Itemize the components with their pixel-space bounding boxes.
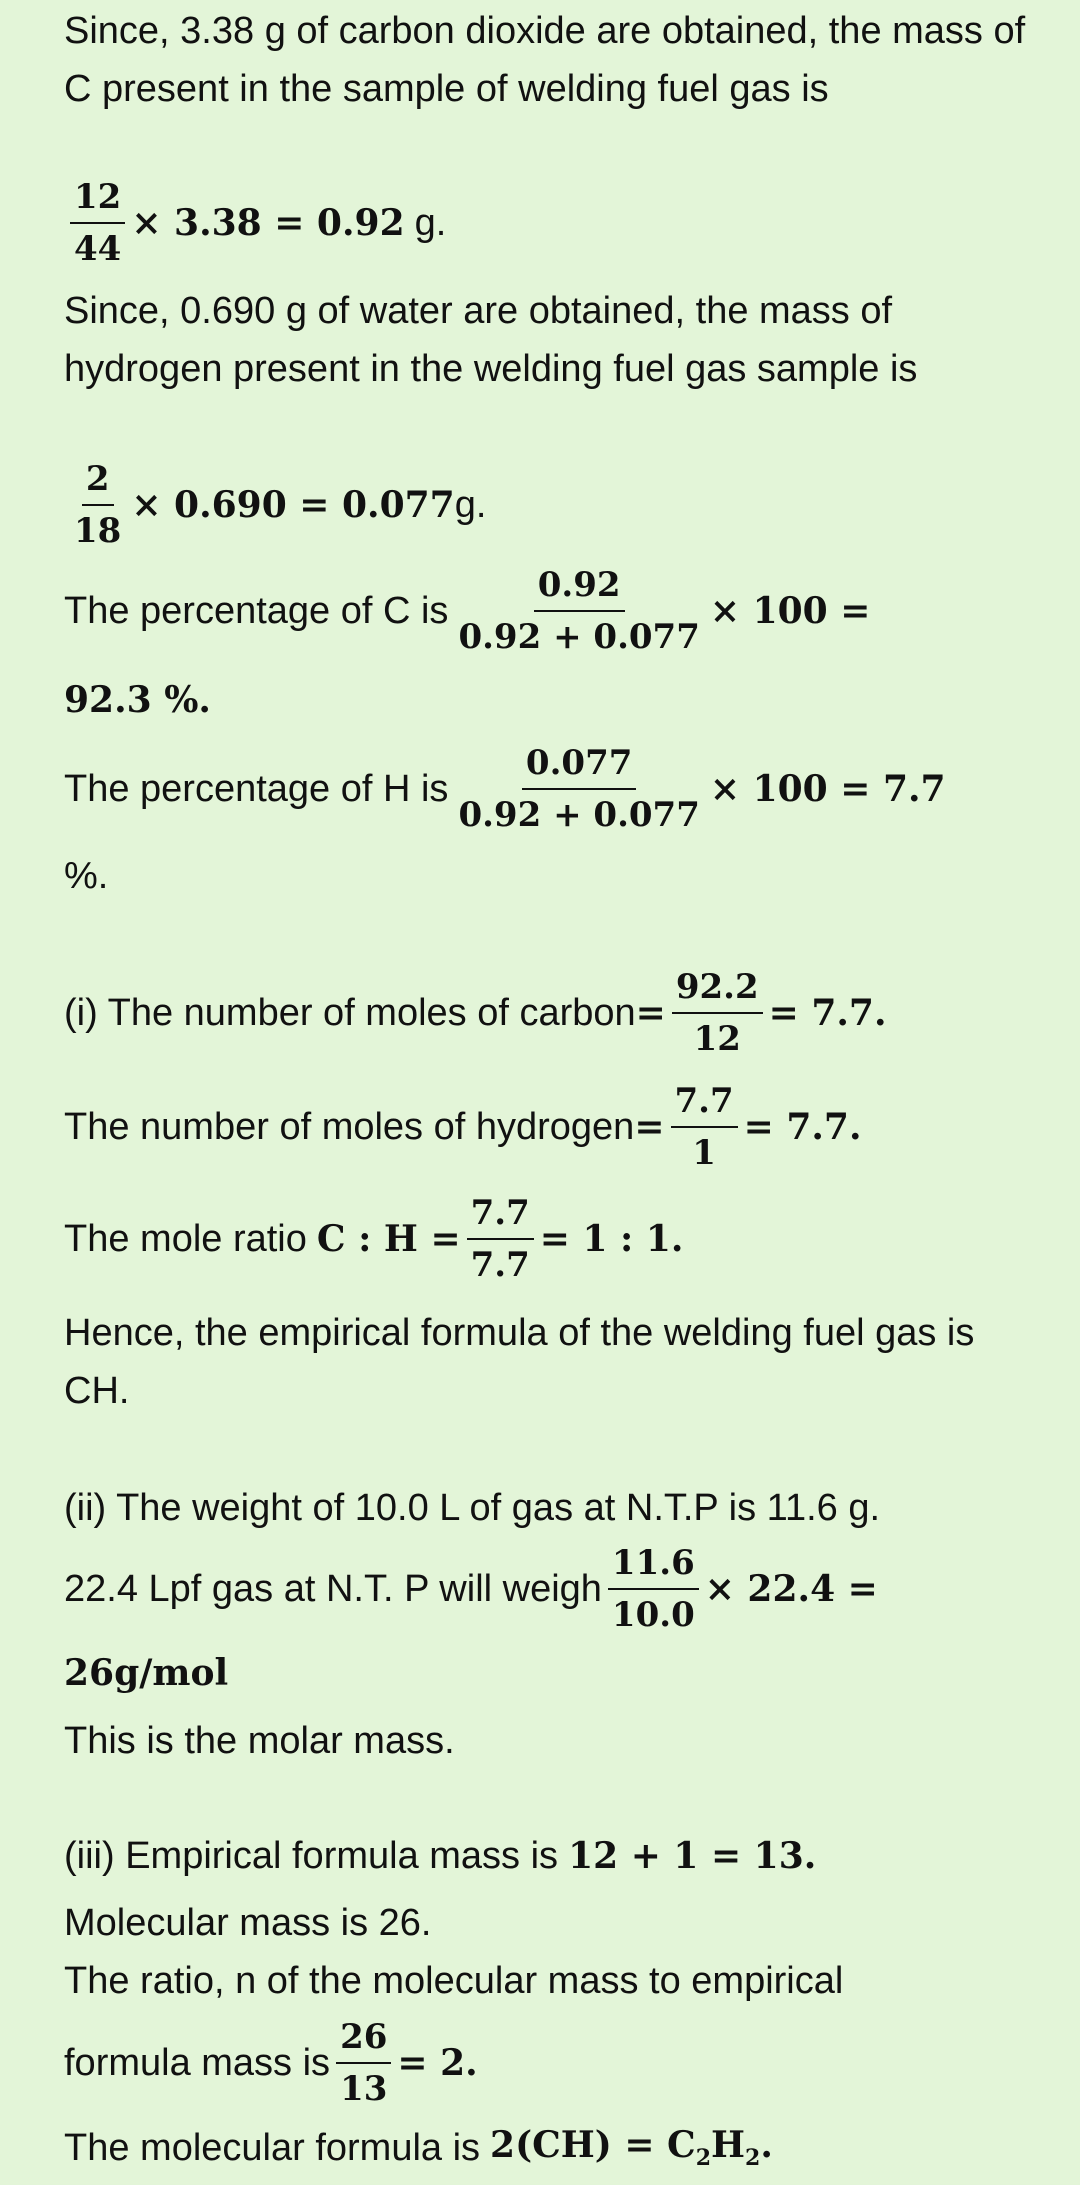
percentage-c-fraction [454,560,703,662]
hydrogen-equation [64,454,486,556]
fraction-denominator: 1 [692,1133,716,1173]
carbon-fraction [70,172,125,274]
fraction-numerator: 26 [336,2012,391,2064]
mole-ratio-result: = 1 : 1. [539,1218,684,1260]
moles-carbon-result: = 7.7. [768,992,887,1034]
percentage-h-fraction [454,738,703,840]
percentage-c-label: The percentage of C is [64,589,449,632]
part3-line4-result: = 2. [397,2042,478,2084]
mole-ratio-line [64,1188,683,1290]
part3-fraction [336,2012,391,2114]
part3-line2: Molecular mass is 26. [64,1901,432,1944]
part3-line4-label: formula mass is [64,2041,331,2084]
part3-line1 [64,1826,816,1886]
molecular-formula-label: The molecular formula is [64,2126,481,2169]
fraction-denominator: 0.92 + 0.077 [458,617,700,657]
mole-ratio-fraction [467,1188,534,1290]
moles-hydrogen-result: = 7.7. [743,1106,862,1148]
moles-hydrogen-line [64,1076,862,1178]
fraction-numerator: 2 [82,454,114,506]
part2-tail: × 22.4 = [704,1568,878,1610]
formula-end: . [760,2124,773,2167]
moles-hydrogen-fraction [671,1076,738,1178]
fraction-numerator: 7.7 [671,1076,738,1128]
carbon-intro: Since, 3.38 g of carbon dioxide are obtained, the mass of C present in the sample of welding fuel gas is [64,10,1026,110]
fraction-denominator: 7.7 [470,1245,530,1285]
part2-line4: This is the molar mass. [64,1719,455,1762]
fraction-denominator: 18 [74,511,122,551]
molecular-formula-line [64,2118,773,2178]
molecular-formula-expression [490,2124,773,2171]
fraction-numerator: 7.7 [467,1188,534,1240]
fraction-denominator: 44 [74,229,122,269]
percentage-c-tail: × 100 = [709,590,871,632]
fraction-numerator: 0.077 [522,738,636,790]
fraction-denominator: 0.92 + 0.077 [458,795,700,835]
formula-subscript-2: 2 [745,2145,761,2172]
fraction-numerator: 11.6 [608,1538,699,1590]
carbon-unit: g. [414,201,447,244]
carbon-expression: × 3.38 = 0.92 [131,202,405,244]
part3-line1-expression: 12 + 1 = 13. [568,1835,817,1877]
fraction-denominator: 10.0 [611,1595,695,1635]
hydrogen-unit: g. [454,483,487,526]
moles-carbon-line [64,962,887,1064]
part2-line1: (ii) The weight of 10.0 L of gas at N.T.P is 11.6 g. [64,1486,881,1529]
empirical-conclusion: Hence, the empirical formula of the welding fuel gas is CH. [64,1312,975,1412]
percentage-h-result: %. [64,854,109,897]
molar-mass-result: 26g/mol [64,1652,229,1694]
hydrogen-fraction [70,454,125,556]
percentage-h-label: The percentage of H is [64,767,449,810]
mole-ratio-label: The mole ratio [64,1217,307,1260]
equals-sign: = [635,992,666,1034]
fraction-numerator: 0.92 [534,560,625,612]
part2-fraction [608,1538,699,1640]
carbon-equation [64,172,446,274]
fraction-numerator: 92.2 [672,962,763,1014]
part3-line4 [64,2012,478,2114]
part3-line3: The ratio, n of the molecular mass to empirical [64,1959,844,2002]
moles-carbon-fraction [672,962,763,1064]
hydrogen-expression: × 0.690 = 0.077 [131,484,455,526]
mole-ratio-expression: C : H = [316,1218,461,1260]
formula-subscript-1: 2 [695,2145,712,2172]
part2-line2-label: 22.4 Lpf gas at N.T. P will weigh [64,1567,602,1610]
part3-line1-label: (iii) Empirical formula mass is [64,1834,559,1877]
fraction-numerator: 12 [70,172,125,224]
moles-carbon-label: (i) The number of moles of carbon [64,991,636,1034]
formula-part-b: H [711,2124,746,2167]
equals-sign: = [634,1106,665,1148]
percentage-h-tail: × 100 = 7.7 [709,768,946,810]
percentage-c-line [64,560,870,662]
fraction-denominator: 13 [340,2069,388,2109]
fraction-denominator: 12 [693,1019,741,1059]
moles-hydrogen-label: The number of moles of hydrogen [64,1105,635,1148]
percentage-c-result: 92.3 %. [64,679,211,721]
hydrogen-intro: Since, 0.690 g of water are obtained, the mass of hydrogen present in the welding fuel gas sample is [64,290,918,390]
percentage-h-line [64,738,946,840]
formula-part-a: 2(CH) = C [490,2124,696,2167]
part2-line2 [64,1538,878,1640]
